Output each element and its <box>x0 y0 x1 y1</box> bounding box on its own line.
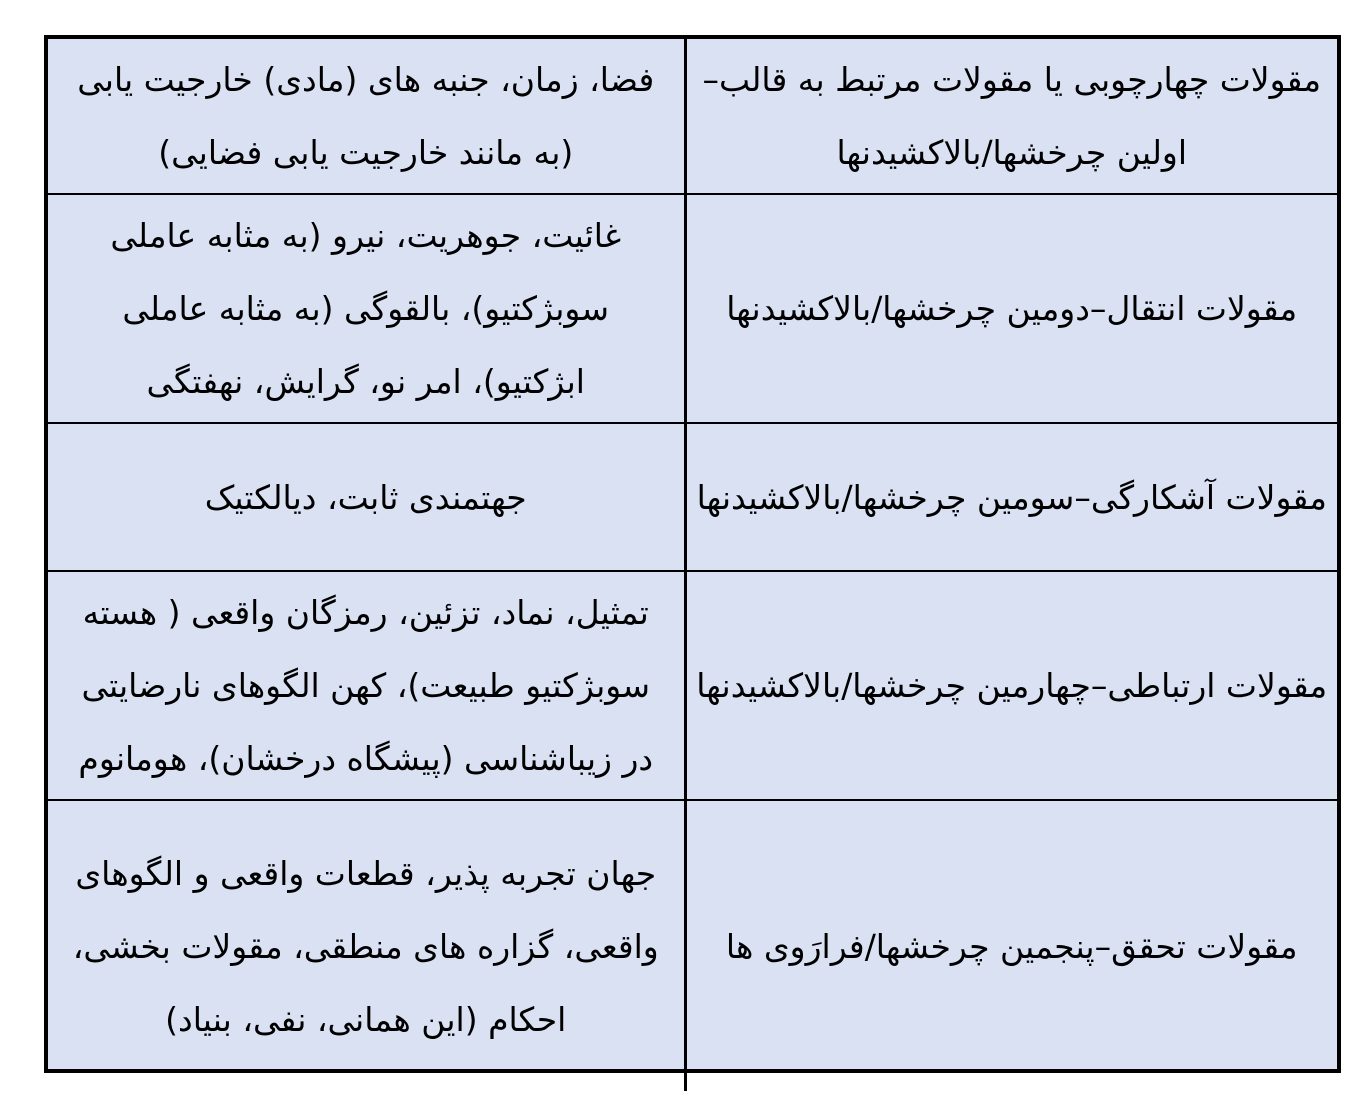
category-cell: مقولات ارتباطی–چهارمین چرخشها/بالاکشیدنها <box>685 571 1337 800</box>
description-cell: غائیت، جوهریت، نیرو (به مثابه عاملی سوبژکتیو)، بالقوگی (به مثابه عاملی ابژکتیو)، امر نو، گرایش، نهفتگی <box>48 194 685 423</box>
description-cell: جهان تجربه پذیر، قطعات واقعی و الگوهای واقعی، گزاره های منطقی، مقولات بخشی، احکام (این همانی، نفی، بنیاد) <box>48 800 685 1091</box>
description-cell: جهتمندی ثابت، دیالکتیک <box>48 423 685 571</box>
categories-table <box>44 35 1341 1073</box>
category-cell: مقولات چهارچوبی یا مقولات مرتبط به قالب–اولین چرخشها/بالاکشیدنها <box>685 39 1337 194</box>
category-cell: مقولات انتقال–دومین چرخشها/بالاکشیدنها <box>685 194 1337 423</box>
table-row <box>48 800 1337 1091</box>
table-row <box>48 571 1337 800</box>
categories-table-grid <box>48 39 1337 1091</box>
description-cell: تمثیل، نماد، تزئین، رمزگان واقعی ( هسته سوبژکتیو طبیعت)، کهن الگوهای نارضایتی در زیباشناسی (پیشگاه درخشان)، هومانوم <box>48 571 685 800</box>
table-row <box>48 194 1337 423</box>
description-cell: فضا، زمان، جنبه های (مادی) خارجیت یابی (به مانند خارجیت یابی فضایی) <box>48 39 685 194</box>
table-row <box>48 423 1337 571</box>
category-cell: مقولات تحقق–پنجمین چرخشها/فرارَوی ها <box>685 800 1337 1091</box>
category-cell: مقولات آشکارگی–سومین چرخشها/بالاکشیدنها <box>685 423 1337 571</box>
table-row <box>48 39 1337 194</box>
